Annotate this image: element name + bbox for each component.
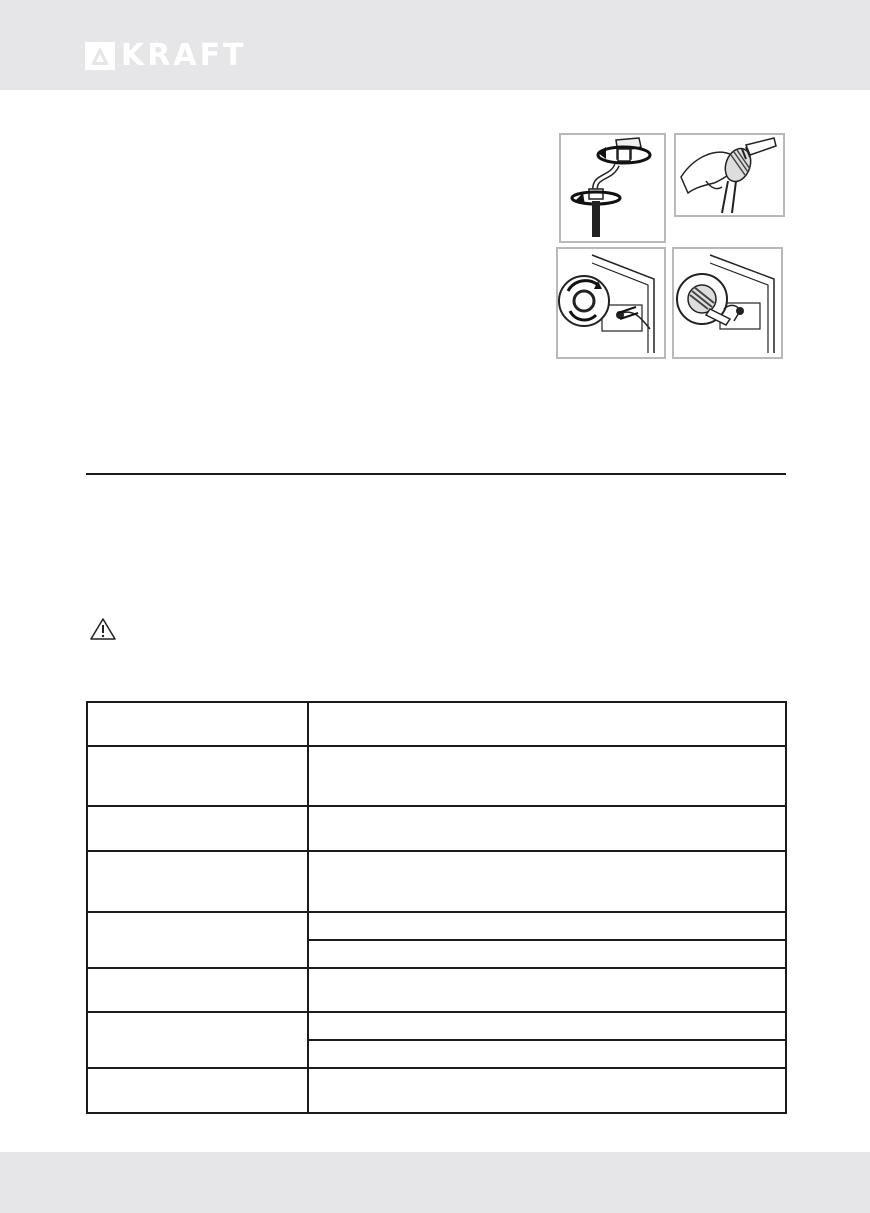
kraft-logo-icon (85, 42, 115, 70)
tap-unscrew-illustration (561, 135, 664, 241)
table-key-cell (87, 806, 308, 851)
specifications-table (86, 701, 787, 1114)
table-value-cell (308, 746, 786, 806)
warning-triangle-icon (89, 617, 117, 641)
table-value-cell (308, 1012, 786, 1040)
table-key-cell (87, 746, 308, 806)
table-value-cell (308, 912, 786, 940)
figure-brush-cleaning (674, 133, 785, 217)
brush-cleaning-filter-illustration (676, 135, 783, 215)
table-key-cell (87, 1068, 308, 1113)
table-value-cell (308, 851, 786, 912)
table-row (87, 851, 786, 912)
brand-name: KRAFT (121, 38, 247, 73)
table-value-cell (308, 1068, 786, 1113)
table-value-cell (308, 968, 786, 1012)
table-value-cell (308, 806, 786, 851)
machine-inlet-filter-clean-illustration (674, 249, 781, 357)
figure-machine-inlet-clean (672, 247, 783, 359)
table-row (87, 1068, 786, 1113)
table-row (87, 702, 786, 746)
table-row (87, 968, 786, 1012)
table-row (87, 912, 786, 940)
table-value-cell (308, 702, 786, 746)
table-key-cell (87, 702, 308, 746)
section-divider (86, 473, 786, 475)
table-value-cell (308, 940, 786, 968)
table-key-cell (87, 851, 308, 912)
machine-inlet-unscrew-illustration (558, 249, 664, 357)
footer-band (0, 1152, 870, 1213)
table-row (87, 806, 786, 851)
table-row (87, 1012, 786, 1040)
header-band (0, 0, 870, 90)
figure-tap-unscrew (559, 133, 666, 243)
table-key-cell (87, 1012, 308, 1068)
table-value-cell (308, 1040, 786, 1068)
table-row (87, 746, 786, 806)
table-key-cell (87, 912, 308, 968)
brand-logo (85, 38, 247, 73)
table-key-cell (87, 968, 308, 1012)
figure-machine-inlet-unscrew (556, 247, 666, 359)
